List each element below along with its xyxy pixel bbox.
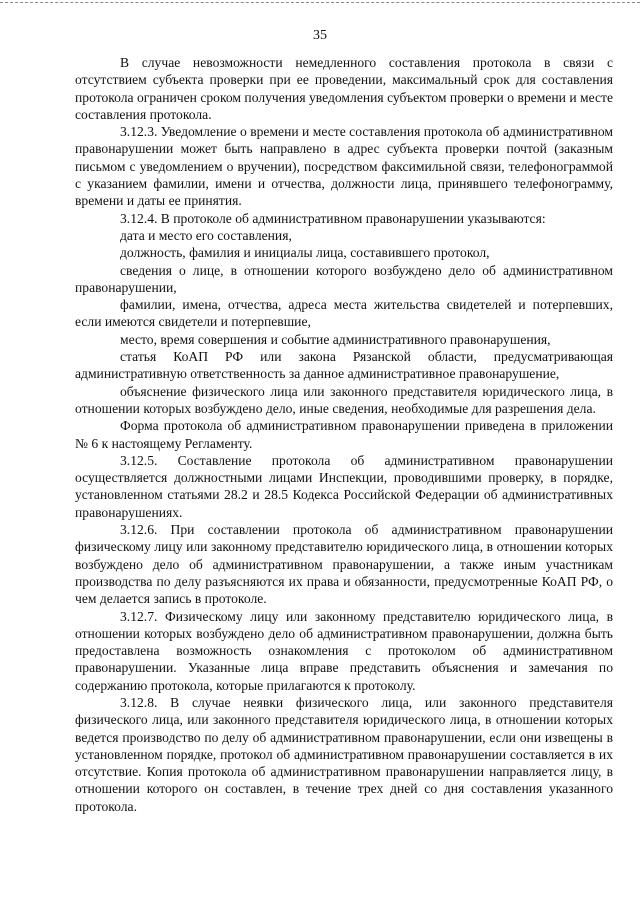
page-number: 35 [313, 28, 327, 43]
document-body [75, 54, 613, 815]
paragraph-3-12-4: 3.12.4. В протоколе об административном правонарушении указываются: [120, 210, 546, 226]
list-item-article: статья КоАП РФ или закона Рязанской области, предусматривающая административную ответственность за данное административное правонарушение, [75, 349, 613, 382]
paragraph-absence-clause: В случае невозможности немедленного составления протокола в связи с отсутствием субъекта проверки при ее проведении, максимальный срок для составления протокола ограничен сроком получения уведомления субъектом проверки о времени и месте составления протокола. [75, 55, 613, 122]
paragraph-3-12-8: 3.12.8. В случае неявки физического лица, или законного представителя физического лица, или законного представителя юридического лица, в отношении которых ведется производство по делу об административном правонарушении, если они извещены в установленном порядке, протокол об административном правонарушении составляется в их отсутствие. Копия протокола об административном правонарушении направляется лицу, в отношении которого он составлен, в течение трех дней со дня составления указанного протокола. [75, 694, 613, 814]
list-item-date-place: дата и место его составления, [120, 227, 292, 243]
list-item-explanation: объяснение физического лица или законного представителя юридического лица, в отношении которых возбуждено дело, иные сведения, необходимые для разрешения дела. [75, 383, 613, 416]
list-item-event: место, время совершения и событие административного правонарушения, [120, 331, 551, 347]
paragraph-3-12-3: 3.12.3. Уведомление о времени и месте составления протокола об административном правонарушении может быть направлено в адрес субъекта проверки почтой (заказным письмом с уведомлением о вручении), посредством факсимильной связи, телефонограммой с указанием фамилии, имени и отчества, должности лица, принявшего телефонограмму, времени и даты ее принятия. [75, 124, 613, 209]
scan-top-edge [0, 2, 640, 3]
paragraph-3-12-7: 3.12.7. Физическому лицу или законному представителю юридического лица, в отношении которых возбуждено дело об административном правонарушении, должна быть предоставлена возможность ознакомления с протоколом об административном правонарушении. Указанные лица вправе представить объяснения и замечания по содержанию протокола, которые прилагаются к протоколу. [75, 608, 613, 693]
paragraph-3-12-5: 3.12.5. Составление протокола об административном правонарушении осуществляется должностными лицами Инспекции, проводившими проверку, в порядке, установленном статьями 28.2 и 28.5 Кодекса Российской Федерации об административных правонарушениях. [75, 452, 613, 520]
paragraph-protocol-form: Форма протокола об административном правонарушении приведена в приложении № 6 к настоящему Регламенту. [75, 418, 613, 451]
list-item-witnesses: фамилии, имена, отчества, адреса места жительства свидетелей и потерпевших, если имеются свидетели и потерпевшие, [75, 297, 613, 330]
paragraph-3-12-6: 3.12.6. При составлении протокола об административном правонарушении физическому лицу или законному представителю юридического лица, в отношении которых возбуждено дело об административном правонарушении, а также иным участникам производства по делу разъясняются их права и обязанности, предусмотренные КоАП РФ, о чем делается запись в протоколе. [75, 522, 613, 607]
list-item-person-info: сведения о лице, в отношении которого возбуждено дело об административном правонарушении, [75, 262, 613, 295]
list-item-official: должность, фамилия и инициалы лица, составившего протокол, [120, 245, 490, 261]
